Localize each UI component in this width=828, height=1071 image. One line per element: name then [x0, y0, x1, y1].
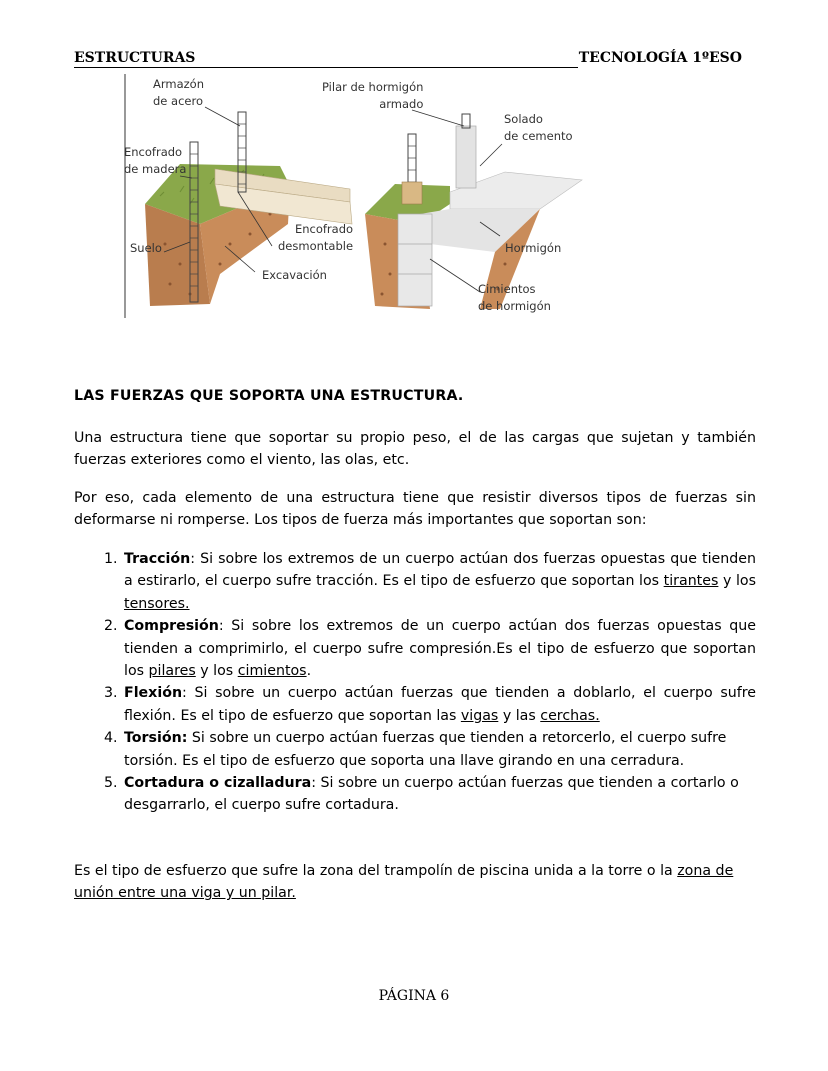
list-item: 4. Torsión: Si sobre un cuerpo actúan fuerzas que tienden a retorcerlo, el cuerpo sufre torsión. Es el tipo de esfuerzo que soporta una llave girando en una cerradura. [122, 727, 756, 772]
list-item: 1. Tracción: Si sobre los extremos de un cuerpo actúan dos fuerzas opuestas que tienden a estirarlo, el cuerpo sufre tracción. Es el tipo de esfuerzo que soportan los tirantes y los tensores. [122, 548, 756, 615]
term: cerchas. [540, 707, 600, 724]
closing-underlined: zona de unión entre una viga y un pilar. [74, 863, 734, 902]
list-item: 5. Cortadura o cizalladura: Si sobre un cuerpo actúan fuerzas que tienden a cortarlo o desgarrarlo, el cuerpo sufre cortadura. [122, 772, 756, 817]
force-name: Compresión [124, 618, 219, 635]
term: cimientos [237, 663, 307, 680]
page-number: PÁGINA 6 [378, 988, 450, 1004]
label-suelo: Suelo [130, 241, 162, 255]
list-item: 2. Compresión: Si sobre los extremos de un cuerpo actúan dos fuerzas opuestas que tienden a comprimirlo, el cuerpo sufre compresión.Es el tipo de esfuerzo que soportan los pilares y los cimientos. [122, 615, 756, 682]
list-item: 3. Flexión: Si sobre un cuerpo actúan fuerzas que tienden a doblarlo, el cuerpo sufre flexión. Es el tipo de esfuerzo que soportan las vigas y las cerchas. [122, 682, 756, 727]
label-solado: Solado de cemento [504, 112, 573, 143]
term: tensores. [124, 595, 190, 612]
force-name: Tracción [124, 551, 191, 567]
term: vigas [460, 707, 499, 724]
header-rule [74, 67, 578, 68]
force-name: Cortadura o cizalladura [124, 775, 312, 792]
term: tirantes [663, 573, 719, 590]
intro-paragraph-2: Por eso, cada elemento de una estructura tiene que resistir diversos tipos de fuerzas sin deformarse ni romperse. Los tipos de fuerza más importantes que soportan son: [74, 490, 756, 529]
force-name: Flexión [124, 685, 183, 702]
header-subject: ESTRUCTURAS [74, 50, 196, 66]
term: pilares [148, 663, 196, 680]
label-excavacion: Excavación [262, 268, 327, 282]
intro-paragraph: Una estructura tiene que soportar su propio peso, el de las cargas que sujetan y también fuerzas exteriores como el viento, las olas, etc. [74, 430, 756, 469]
label-armazon: Armazón de acero [153, 77, 205, 108]
foundation-illustration [120, 74, 590, 322]
header-course: TECNOLOGÍA 1ºESO [578, 50, 742, 66]
closing-paragraph: Es el tipo de esfuerzo que sufre la zona del trampolín de piscina unida a la torre o la zona de unión entre una viga y un pilar. [74, 863, 734, 902]
label-encofrado-madera: Encofrado de madera [124, 145, 187, 176]
label-encofrado-desmontable: Encofrado desmontable [278, 222, 354, 253]
force-name: Torsión: [124, 730, 188, 747]
forces-list [74, 548, 756, 817]
label-hormigon: Hormigón [505, 241, 562, 255]
label-pilar: Pilar de hormigón armado [322, 80, 424, 111]
label-cimientos: Cimientos de hormigón [478, 282, 551, 313]
section-title: LAS FUERZAS QUE SOPORTA UNA ESTRUCTURA. [74, 388, 464, 404]
